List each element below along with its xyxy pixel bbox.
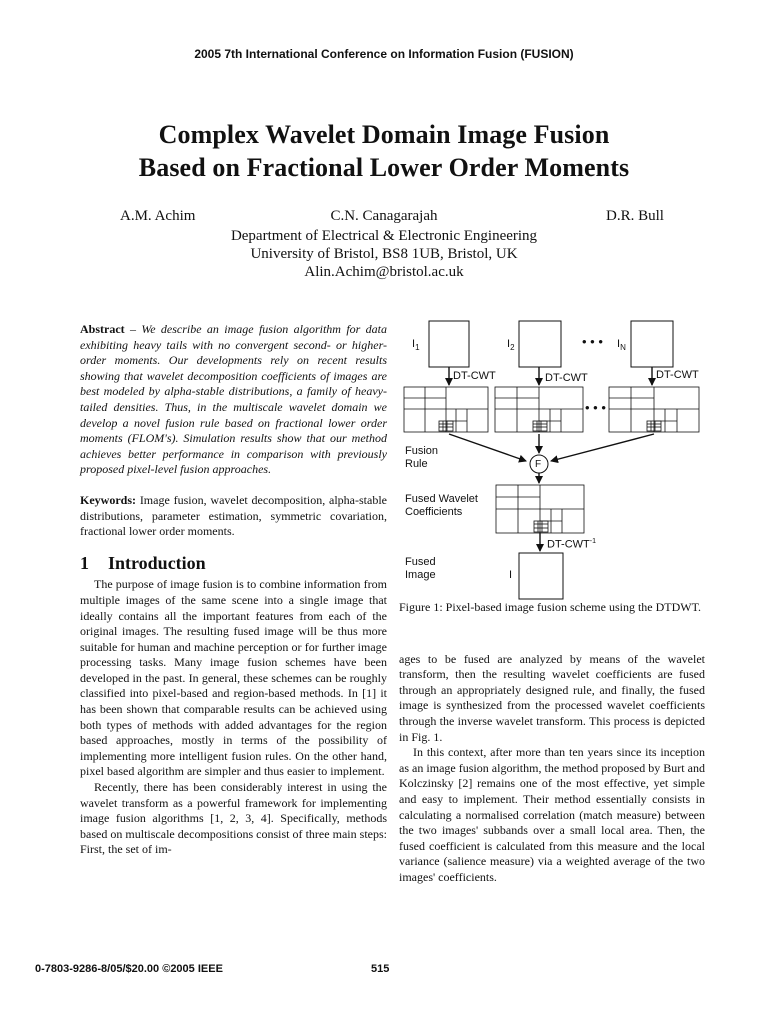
page-number: 515 (371, 963, 390, 975)
section-title: Introduction (108, 552, 206, 573)
university: University of Bristol, BS8 1UB, Bristol, UK (250, 246, 518, 262)
figure-caption: Figure 1: Pixel-based image fusion scheme using the DTDWT. (399, 600, 702, 614)
intro-paragraph-2: Recently, there has been considerably interest in using the wavelet transform as a powerful framework for implementing image fusion algorithms [1, 2, 3, 4]. Specifically, methods based on multiscale decompositions consist of three main steps: First, the set of im- (80, 780, 387, 857)
fusion-node-label: F (535, 459, 542, 470)
fused-output-image (519, 553, 563, 599)
input-image-1 (429, 321, 469, 367)
left-column (80, 322, 387, 858)
abstract-dash: – (124, 322, 142, 336)
fused-coeff-grid (496, 485, 584, 533)
wavelet-coeff-grid-n (609, 387, 699, 432)
right-paragraph-2: In this context, after more than ten years since its inception as an image fusion algorithm, the method proposed by Burt and Kolczinsky [2] remains one of the most effective, yet simple and easy to implement. Their method essentially consists in calculating a normalised correlation (match measure) between the two images' subbands over a small local area. Then, the fused coefficient is calculated from this measure and the local variance (salience measure) via a weighted average of the two images' coefficients. (399, 745, 705, 884)
author-bull: D.R. Bull (606, 208, 664, 224)
fusion-scheme-svg (399, 313, 709, 603)
fused-coefficients-label: Fused Wavelet Coefficients (405, 493, 478, 518)
abstract-label: Abstract (80, 322, 125, 336)
author-achim: A.M. Achim (120, 208, 196, 224)
dtcwt-label-n: DT-CWT (656, 369, 699, 381)
dtcwt-label-2: DT-CWT (545, 372, 588, 384)
ellipsis-grid: • • • (585, 400, 606, 415)
keywords-label: Keywords: (80, 492, 136, 507)
title-line-1: Complex Wavelet Domain Image Fusion (158, 120, 610, 149)
input-label-n: $I_N$ (617, 338, 626, 353)
affiliation (0, 227, 768, 281)
input-label-1: $I_1$ (412, 338, 420, 353)
email: Alin.Achim@bristol.ac.uk (304, 264, 464, 280)
right-column (399, 600, 705, 886)
keywords (80, 493, 387, 540)
department: Department of Electrical & Electronic Engineering (230, 228, 538, 244)
input-image-2 (519, 321, 561, 367)
figure-1-diagram (399, 313, 709, 603)
abstract (80, 322, 387, 478)
wavelet-coeff-grid-2 (495, 387, 583, 432)
paper-title (0, 118, 768, 184)
keywords-text: Image fusion, wavelet decomposition, alpha-stable distributions, parameter estimation, symmetric covariation, fractional lower order moments. (80, 492, 387, 539)
section-heading-introduction (80, 552, 387, 573)
output-image-label: I (509, 569, 513, 581)
dtcwt-label-1: DT-CWT (453, 370, 496, 382)
right-paragraph-1: ages to be fused are analyzed by means of the wavelet transform, then the resulting wavelet coefficients are fused through an appropriately designed rule, and finally, the fused image is synthesized from the processed wavelet coefficients through the inverse wavelet transform. This process is depicted in Fig. 1. (399, 651, 705, 744)
section-number: 1 (80, 552, 89, 573)
input-label-2: $I_2$ (507, 338, 515, 353)
inverse-dtcwt-label: $DT-CWT^{-1}$ (547, 538, 596, 551)
wavelet-coeff-grid-1 (404, 387, 488, 432)
fusion-rule-label: Fusion Rule (405, 445, 439, 470)
input-image-n (631, 321, 673, 367)
conference-header: 2005 7th International Conference on Information Fusion (FUSION) (194, 47, 574, 61)
abstract-text: We describe an image fusion algorithm for data exhibiting heavy tails with no convergent second- or higher-order moments. Our developments rely on recent results showing that wavelet decomposition coefficients of images are best modeled by alpha-stable distributions, a family of heavy-tailed densities. Thus, in the multiscale wavelet domain we develop a novel fusion rule based on fractional lower order moments (FLOM's). Simulation results show that our method achieves better performance in comparison with previously proposed pixel-level fusion approaches. (80, 322, 388, 477)
fused-image-label: Fused Image (405, 556, 436, 581)
footer-isbn: 0-7803-9286-8/05/$20.00 ©2005 IEEE (35, 963, 223, 975)
author-canagarajah: C.N. Canagarajah (330, 208, 438, 224)
ellipsis-top: • • • (582, 334, 603, 349)
title-line-2: Based on Fractional Lower Order Moments (138, 153, 630, 182)
intro-paragraph-1: The purpose of image fusion is to combine information from multiple images of the same scene into a single image that ideally contains all the important features from each of the original images. The resulting fused image will be thus more suitable for human and machine perception or for further image processing tasks. Many image fusion schemes have been developed in the past. In general, these schemes can be roughly classified into pixel-based and region-based methods. In [1] it has been shown that comparable results can be achieved using both types of methods with added advantages for the region based approaches, mostly in terms of the possibility of implementing more intelligent fusion rules. On the other hand, pixel based algorithm are simpler and thus easier to implement. (80, 577, 387, 779)
